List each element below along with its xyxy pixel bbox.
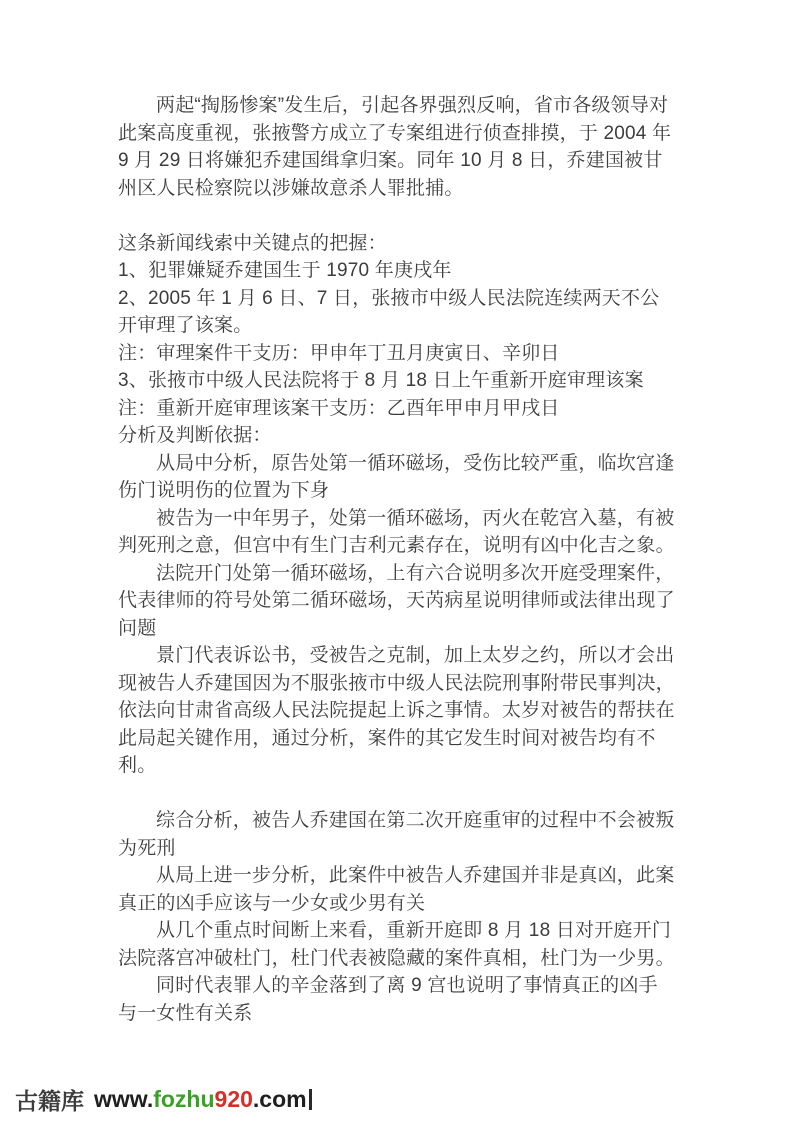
document-body: [118, 92, 675, 1027]
paragraph: 3、张掖市中级人民法院将于 8 月 18 日上午重新开庭审理该案: [118, 370, 644, 391]
watermark-url-number: 920: [214, 1086, 253, 1112]
paragraph: 景门代表诉讼书，受被告之克制，加上太岁之约，所以才会出现被告人乔建国因为不服张掖市中级人民法院刑事附带民事判决，依法向甘肃省高级人民法院提起上诉之事情。太岁对被告的帮扶在此局起关键作用，通过分析，案件的其它发生时间对被告均有不利。: [118, 645, 675, 776]
paragraph: 被告为一中年男子，处第一循环磁场，丙火在乾宫入墓，有被判死刑之意，但宫中有生门吉利元素存在，说明有凶中化吉之象。: [118, 507, 675, 556]
paragraph: 从几个重点时间断上来看，重新开庭即 8 月 18 日对开庭开门法院落宫冲破杜门，杜门代表被隐藏的案件真相，杜门为一少男。: [118, 920, 675, 969]
paragraph: 这条新闻线索中关键点的把握：: [118, 232, 387, 254]
paragraph: 2、2005 年 1 月 6 日、7 日，张掖市中级人民法院连续两天不公开审理了该案。: [118, 287, 660, 336]
paragraph: 综合分析，被告人乔建国在第二次开庭重审的过程中不会被叛为死刑: [118, 810, 675, 859]
watermark-url-tld: .com: [252, 1086, 307, 1112]
watermark-url-www: www.: [94, 1086, 154, 1112]
paragraph: 注：重新开庭审理该案干支历：乙酉年甲申月甲戌日: [118, 397, 560, 419]
watermark-site-name: 古籍库: [15, 1088, 84, 1114]
paragraph: 1、犯罪嫌疑乔建国生于 1970 年庚戌年: [118, 260, 452, 281]
paragraph: 从局上进一步分析，此案件中被告人乔建国并非是真凶，此案真正的凶手应该与一少女或少男有关: [118, 865, 675, 914]
paragraph: 两起“掏肠惨案”发生后，引起各界强烈反响，省市各级领导对此案高度重视，张掖警方成立了专案组进行侦查排摸，于 2004 年 9 月 29 日将嫌犯乔建国缉拿归案。同年 10 月 8 日，乔建国被甘州区人民检察院以涉嫌故意杀人罪批捕。: [118, 95, 672, 199]
paragraph: 从局中分析，原告处第一循环磁场，受伤比较严重，临坎宫逢伤门说明伤的位置为下身: [118, 452, 675, 501]
paragraph: 分析及判断依据：: [118, 425, 272, 446]
paragraph: 法院开门处第一循环磁场，上有六合说明多次开庭受理案件，代表律师的符号处第二循环磁场，天芮病星说明律师或法律出现了问题: [118, 562, 675, 639]
paragraph: 同时代表罪人的辛金落到了离 9 宫也说明了事情真正的凶手与一女性有关系: [118, 975, 658, 1024]
paragraph: 注：审理案件干支历：甲申年丁丑月庚寅日、辛卯日: [118, 342, 560, 364]
watermark-truncated-mark: [309, 1089, 312, 1110]
watermark-url-domain: fozhu: [153, 1086, 215, 1112]
watermark: [15, 1083, 312, 1116]
